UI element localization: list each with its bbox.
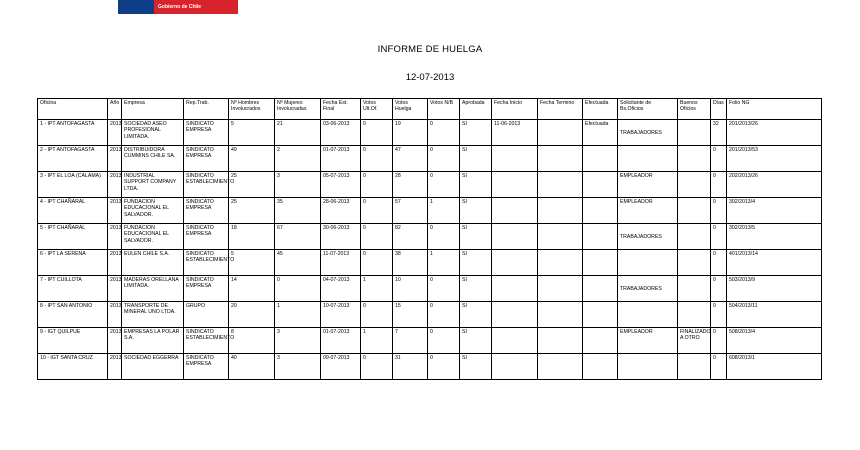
table-cell: 9 - IGT QUILPUE [38, 328, 108, 354]
table-cell: 19 [393, 120, 428, 146]
strike-report-table [37, 98, 822, 380]
table-cell: 2 [275, 146, 321, 172]
table-cell [618, 146, 678, 172]
table-cell [538, 172, 583, 198]
table-cell: EMPRESAS LA POLAR S.A. [122, 328, 184, 354]
table-cell [583, 354, 618, 380]
table-cell: EULEN CHILE S.A. [122, 250, 184, 276]
table-cell: 10 - IGT SANTA CRUZ [38, 354, 108, 380]
table-cell: 10 [393, 276, 428, 302]
table-cell: 2013 [108, 224, 122, 250]
table-row [38, 120, 822, 146]
table-cell: 40 [229, 354, 275, 380]
table-cell: 0 [361, 354, 393, 380]
table-cell [538, 302, 583, 328]
table-cell: 0 [428, 302, 460, 328]
table-cell: SOCIEDAD ASEO PROFESIONAL LIMITADA. [122, 120, 184, 146]
table-cell [538, 276, 583, 302]
table-cell: SI [460, 302, 492, 328]
table-cell [538, 250, 583, 276]
table-cell [678, 224, 711, 250]
table-cell: 0 [361, 146, 393, 172]
table-cell: SI [460, 198, 492, 224]
table-cell: 8 - IPT SAN ANTONIO [38, 302, 108, 328]
table-cell: 3 - IPT EL LOA (CALAMA) [38, 172, 108, 198]
table-cell: 302/2013/5 [727, 224, 822, 250]
column-header: Aprobada [460, 99, 492, 120]
logo-blue-block [118, 0, 154, 14]
table-cell: SI [460, 120, 492, 146]
report-date: 12-07-2013 [405, 72, 455, 83]
table-cell [618, 302, 678, 328]
table-cell: 47 [393, 146, 428, 172]
table-cell [538, 328, 583, 354]
table-row [38, 302, 822, 328]
table-cell [678, 276, 711, 302]
table-cell [678, 354, 711, 380]
table-cell: SINDICATO ESTABLECIMIENTO [184, 172, 229, 198]
table-cell: 21 [275, 120, 321, 146]
table-cell: 20 [229, 302, 275, 328]
table-cell [492, 172, 538, 198]
table-cell: 0 [711, 276, 727, 302]
table-cell: SINDICATO EMPRESA [184, 354, 229, 380]
table-cell [583, 172, 618, 198]
table-cell: EMPLEADOR [618, 328, 678, 354]
table-cell: 5 [229, 250, 275, 276]
table-cell: 2013 [108, 120, 122, 146]
table-cell: EMPLEADOR [618, 198, 678, 224]
table-cell: 57 [393, 198, 428, 224]
table-cell: SI [460, 172, 492, 198]
table-cell [618, 354, 678, 380]
table-cell: 0 [361, 224, 393, 250]
table-cell: 28-06-2013 [321, 198, 361, 224]
gobierno-logo [118, 0, 238, 14]
table-cell: 25 [229, 172, 275, 198]
table-cell: 30-06-2013 [321, 224, 361, 250]
table-cell: 3 [275, 328, 321, 354]
table-cell: 0 [428, 276, 460, 302]
table-cell: TRABAJADORES [618, 120, 678, 146]
table-cell: 4 - IPT CHAÑARAL [38, 198, 108, 224]
table-cell: 7 [393, 328, 428, 354]
table-cell: 0 [361, 120, 393, 146]
table-cell [678, 120, 711, 146]
column-header: Empresa [122, 99, 184, 120]
table-cell [492, 198, 538, 224]
table-cell: 201/2013/53 [727, 146, 822, 172]
table-cell: SI [460, 354, 492, 380]
column-header: Rep.Trab. [184, 99, 229, 120]
table-cell: 1 - IPT ANTOFAGASTA [38, 120, 108, 146]
report-title: INFORME DE HUELGA [377, 44, 483, 55]
table-cell: SI [460, 224, 492, 250]
table-cell: FUNDACION EDUCACIONAL EL SALVADOR. [122, 224, 184, 250]
table-cell: 5 [229, 120, 275, 146]
table-cell: SI [460, 328, 492, 354]
table-cell: 05-07-2013 [321, 172, 361, 198]
table-cell: EMPLEADOR [618, 172, 678, 198]
column-header: Días [711, 99, 727, 120]
table-cell: SINDICATO EMPRESA [184, 146, 229, 172]
table-cell: 401/2013/14 [727, 250, 822, 276]
table-cell: SINDICATO ESTABLECIMIENTO [184, 250, 229, 276]
table-cell [678, 146, 711, 172]
table-row [38, 224, 822, 250]
table-row [38, 172, 822, 198]
table-cell: 49 [229, 146, 275, 172]
table-cell: 2013 [108, 146, 122, 172]
table-cell: 0 [428, 354, 460, 380]
table-cell: 11-06-2013 [492, 120, 538, 146]
table-cell: 14 [229, 276, 275, 302]
table-cell: 0 [711, 302, 727, 328]
table-cell: GRUPO [184, 302, 229, 328]
table-cell: 32 [711, 120, 727, 146]
table-cell: 03-06-2013 [321, 120, 361, 146]
table-cell: 0 [711, 250, 727, 276]
table-cell [492, 354, 538, 380]
table-cell: 608/2013/1 [727, 354, 822, 380]
table-cell: 202/2013/26 [727, 172, 822, 198]
table-cell: 504/2013/11 [727, 302, 822, 328]
table-cell: 31 [393, 354, 428, 380]
table-cell: 1 [361, 276, 393, 302]
table-cell [492, 302, 538, 328]
table-cell: 2013 [108, 328, 122, 354]
table-cell: 04-07-2013 [321, 276, 361, 302]
table-cell: 0 [428, 328, 460, 354]
table-cell: TRABAJADORES [618, 224, 678, 250]
table-cell: 0 [361, 172, 393, 198]
table-cell: 2 - IPT ANTOFAGASTA [38, 146, 108, 172]
table-cell: 25 [229, 198, 275, 224]
table-cell [492, 146, 538, 172]
table-cell: 0 [711, 224, 727, 250]
table-cell: 45 [275, 250, 321, 276]
table-cell: SINDICATO EMPRESA [184, 224, 229, 250]
table-cell [678, 198, 711, 224]
table-row [38, 198, 822, 224]
column-header: Votos N/B [428, 99, 460, 120]
table-cell: 2013 [108, 276, 122, 302]
table-cell: 503/2013/9 [727, 276, 822, 302]
table-cell [583, 224, 618, 250]
table-cell: 0 [711, 328, 727, 354]
table-cell: MADERAS ORELLANA LIMITADA. [122, 276, 184, 302]
table-cell: 6 - IPT LA SERENA [38, 250, 108, 276]
table-cell: 2013 [108, 354, 122, 380]
table-cell: SINDICATO EMPRESA [184, 120, 229, 146]
column-header: Fecha Inicio [492, 99, 538, 120]
table-cell: SINDICATO EMPRESA [184, 198, 229, 224]
column-header: Efectuada [583, 99, 618, 120]
table-cell: DISTRIBUIDORA CUMMINS CHILE SA. [122, 146, 184, 172]
table-cell: SINDICATO ESTABLECIMIENTO [184, 328, 229, 354]
table-cell: 1 [275, 302, 321, 328]
table-cell [538, 224, 583, 250]
table-cell [538, 354, 583, 380]
table-cell: 35 [275, 198, 321, 224]
table-cell: SOCIEDAD EGGERRA [122, 354, 184, 380]
table-cell: 0 [428, 146, 460, 172]
table-cell: SI [460, 146, 492, 172]
table-cell: 15 [393, 302, 428, 328]
table-cell [538, 120, 583, 146]
column-header: Folio NG [727, 99, 822, 120]
column-header: Buenos Oficios [678, 99, 711, 120]
table-cell: Efectuada [583, 120, 618, 146]
table-cell [583, 250, 618, 276]
table-cell: 28 [393, 172, 428, 198]
table-cell [583, 328, 618, 354]
table-cell: TRANSPORTE DE MINERAL UNO LTDA. [122, 302, 184, 328]
table-cell [678, 250, 711, 276]
table-cell: 0 [361, 250, 393, 276]
table-cell: 67 [275, 224, 321, 250]
column-header: Año [108, 99, 122, 120]
table-row [38, 354, 822, 380]
table-cell: 0 [428, 120, 460, 146]
table-cell: 0 [428, 172, 460, 198]
table-cell: 5 - IPT CHAÑARAL [38, 224, 108, 250]
table-cell: 302/2013/4 [727, 198, 822, 224]
table-body [38, 120, 822, 380]
table-cell: INDUSTRIAL SUPPORT COMPANY LTDA. [122, 172, 184, 198]
table-cell: 0 [711, 354, 727, 380]
table-cell: SI [460, 276, 492, 302]
table-cell: 2013 [108, 198, 122, 224]
table-cell [583, 146, 618, 172]
table-cell: 8 [229, 328, 275, 354]
table-cell: 3 [275, 172, 321, 198]
table-cell: 38 [393, 250, 428, 276]
table-cell [492, 224, 538, 250]
table-cell [618, 250, 678, 276]
table-cell: 201/2013/26 [727, 120, 822, 146]
table-cell: 3 [275, 354, 321, 380]
column-header: Solicitante de Bs.Oficios [618, 99, 678, 120]
table-cell: 09-07-2013 [321, 354, 361, 380]
table-row [38, 276, 822, 302]
table-cell [583, 302, 618, 328]
table-cell [583, 276, 618, 302]
table-cell: 1 [361, 328, 393, 354]
table-cell: 2013 [108, 172, 122, 198]
table-row [38, 328, 822, 354]
table-cell: 0 [711, 146, 727, 172]
table-cell: 11-07-2013 [321, 250, 361, 276]
logo-text: Gobierno de Chile [154, 0, 238, 14]
table-row [38, 250, 822, 276]
column-header: Oficina [38, 99, 108, 120]
column-header: Nº Hombres Involucrados [229, 99, 275, 120]
column-header: Nº Mujeres Involucradas [275, 99, 321, 120]
table-cell: 1 [428, 198, 460, 224]
table-cell: 82 [393, 224, 428, 250]
column-header: Votos Huelga [393, 99, 428, 120]
table-cell: 508/2013/4 [727, 328, 822, 354]
table-cell: SI [460, 250, 492, 276]
table-row [38, 146, 822, 172]
column-header: Votos Ult.Of. [361, 99, 393, 120]
table-cell [492, 250, 538, 276]
table-cell [538, 146, 583, 172]
table-header-row [38, 99, 822, 120]
table-cell: 18 [229, 224, 275, 250]
table-cell: 1 [428, 250, 460, 276]
table-cell: FUNDACION EDUCACIONAL EL SALVADOR. [122, 198, 184, 224]
column-header: Fecha Est. Final [321, 99, 361, 120]
table-cell: 7 - IPT CUILLOTA [38, 276, 108, 302]
table-cell: SINDICATO EMPRESA [184, 276, 229, 302]
table-cell [583, 198, 618, 224]
table-cell: 0 [711, 198, 727, 224]
table-cell: TRABAJADORES [618, 276, 678, 302]
table-cell [492, 328, 538, 354]
table-cell: 01-07-2013 [321, 328, 361, 354]
table-cell [678, 302, 711, 328]
table-cell: 10-07-2013 [321, 302, 361, 328]
table-cell: 0 [275, 276, 321, 302]
table-cell: 2013 [108, 302, 122, 328]
table-cell: 0 [361, 302, 393, 328]
table-cell [678, 172, 711, 198]
table-cell: FINALIZADO A OTRO [678, 328, 711, 354]
table-cell: 0 [428, 224, 460, 250]
table-cell: 2013 [108, 250, 122, 276]
table-cell [492, 276, 538, 302]
table-cell: 0 [711, 172, 727, 198]
table-cell: 01-07-2013 [321, 146, 361, 172]
table-cell [538, 198, 583, 224]
column-header: Fecha Termino [538, 99, 583, 120]
table-cell: 0 [361, 198, 393, 224]
